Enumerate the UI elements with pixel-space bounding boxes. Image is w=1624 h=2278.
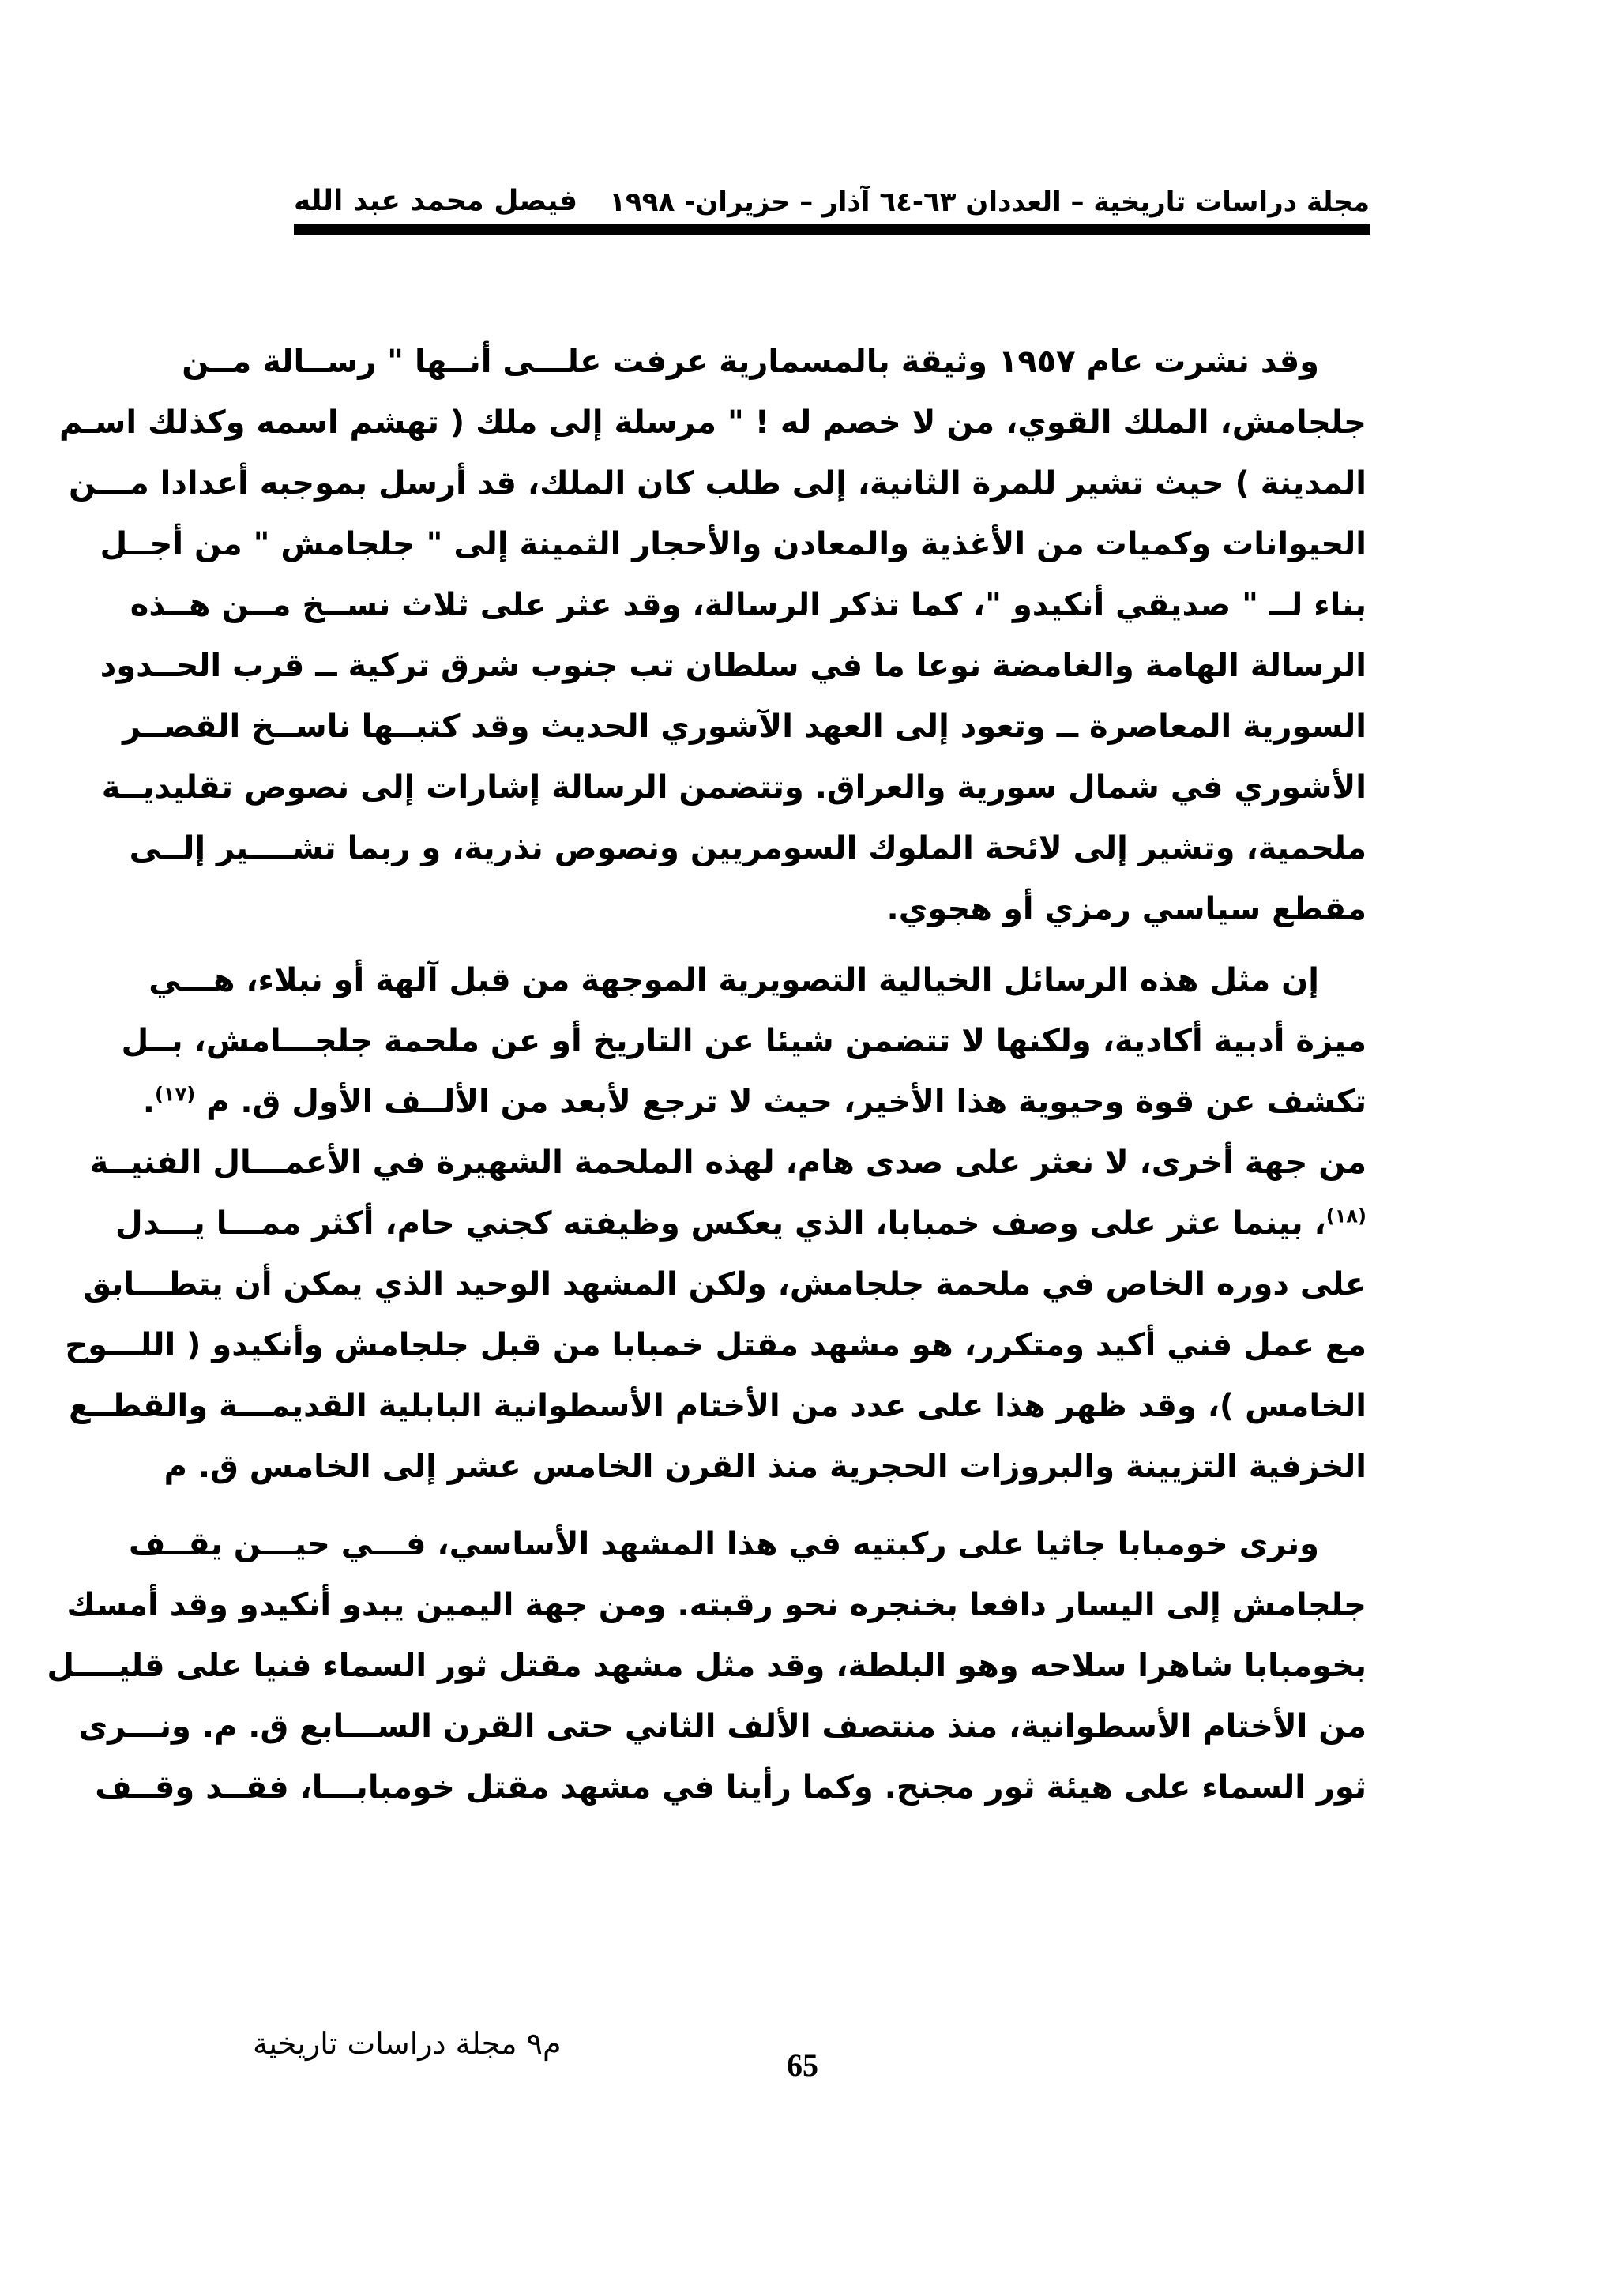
- text-line: مع عمل فني أكيد ومتكرر، هو مشهد مقتل خمبابا من قبل جلجامش وأنكيدو ( اللـــوح: [65, 1327, 1366, 1363]
- text-line: جلجامش إلى اليسار دافعا بخنجره نحو رقبته. ومن جهة اليمين يبدو أنكيدو وقد أمسك: [66, 1587, 1366, 1623]
- text-line: إن مثل هذه الرسائل الخيالية التصويرية الموجهة من قبل آلهة أو نبلاء، هـــي: [148, 962, 1319, 998]
- running-header: [294, 180, 1370, 243]
- text-line: ، بينما عثر على وصف خمبابا، الذي يعكس وظيفته كجني حام، أكثر ممـــا يـــدل: [115, 1205, 1326, 1242]
- text-line: جلجامش، الملك القوي، من لا خصم له ! " مرسلة إلى ملك ( تهشم اسمه وكذلك اسـم: [59, 404, 1366, 441]
- text-line: تكشف عن قوة وحيوية هذا الأخير، حيث لا ترجع لأبعد من الألــف الأول ق. م: [206, 1084, 1366, 1120]
- text-line: من الأختام الأسطوانية، منذ منتصف الألف الثاني حتى القرن الســـابع ق. م. ونـــرى: [78, 1708, 1366, 1745]
- header-rule: [294, 224, 1370, 235]
- footnote-ref-18[interactable]: (١٨): [1325, 1205, 1366, 1227]
- text-line: الرسالة الهامة والغامضة نوعا ما في سلطان تب جنوب شرق تركية ــ قرب الحــدود: [100, 648, 1366, 684]
- author-name: فيصل محمد عبد الله: [294, 185, 578, 217]
- text-line: على دوره الخاص في ملحمة جلجامش، ولكن المشهد الوحيد الذي يمكن أن يتطـــابق: [83, 1266, 1366, 1303]
- journal-title: مجلة دراسات تاريخية – العددان ٦٣-٦٤ آذار – حزيران- ١٩٩٨: [609, 186, 1370, 218]
- text-line: الأشوري في شمال سورية والعراق. وتتضمن الرسالة إشارات إلى نصوص تقليديــة: [101, 769, 1366, 806]
- journal-signature: م٩ مجلة دراسات تاريخية: [253, 2026, 562, 2061]
- text-line: ملحمية، وتشير إلى لائحة الملوك السومريين ونصوص نذرية، و ربما تشــــير إلــى: [129, 830, 1366, 866]
- footnote-ref-17[interactable]: (١٧): [154, 1083, 196, 1106]
- text-line-with-footnote: تكشف عن قوة وحيوية هذا الأخير، حيث لا ترجع لأبعد من الألــف الأول ق. م $^{(١٧)}$.: [142, 1083, 1366, 1120]
- page-number: 65: [787, 2047, 818, 2083]
- text-line: من جهة أخرى، لا نعثر على صدى هام، لهذه الملحمة الشهيرة في الأعمـــال الفنيــة: [89, 1145, 1366, 1181]
- text-line-with-footnote: [115, 1194, 1366, 1254]
- paragraph-3: [47, 1514, 1366, 1818]
- text-line: السورية المعاصرة ــ وتعود إلى العهد الآشوري الحديث وقد كتبــها ناســخ القصــر: [122, 709, 1366, 745]
- page-footer: [237, 2026, 869, 2097]
- text-line: مقطع سياسي رمزي أو هجوي.: [886, 891, 1366, 927]
- paragraph-2: [65, 950, 1366, 1498]
- paragraph-1: [59, 332, 1366, 940]
- text-line: بخومبابا شاهرا سلاحه وهو البلطة، وقد مثل مشهد مقتل ثور السماء فنيا على قليــــل: [47, 1648, 1366, 1684]
- text-line: وقد نشرت عام ١٩٥٧ وثيقة بالمسمارية عرفت علـــى أنــها " رســالة مــن: [182, 344, 1319, 380]
- text-line: ونرى خومبابا جاثيا على ركبتيه في هذا المشهد الأساسي، فـــي حيـــن يقــف: [129, 1526, 1319, 1562]
- text-line: بناء لــ " صديقي أنكيدو "، كما تذكر الرسالة، وقد عثر على ثلاث نســخ مــن هــذه: [130, 587, 1366, 623]
- text-line: الحيوانات وكميات من الأغذية والمعادن والأحجار الثمينة إلى " جلجامش " من أجــل: [100, 526, 1366, 562]
- text-line: الخزفية التزيينة والبروزات الحجرية منذ القرن الخامس عشر إلى الخامس ق. م: [164, 1449, 1366, 1485]
- text-line: ميزة أدبية أكادية، ولكنها لا تتضمن شيئا عن التاريخ أو عن ملحمة جلجـــامش، بــل: [121, 1023, 1366, 1059]
- text-line: ثور السماء على هيئة ثور مجنح. وكما رأينا في مشهد مقتل خومبابـــا، فقــد وقــف: [95, 1769, 1366, 1806]
- text-line: الخامس )، وقد ظهر هذا على عدد من الأختام الأسطوانية البابلية القديمـــة والقطــع: [69, 1388, 1366, 1424]
- text-line: المدينة ) حيث تشير للمرة الثانية، إلى طلب كان الملك، قد أرسل بموجبه أعدادا مـــن: [68, 465, 1366, 502]
